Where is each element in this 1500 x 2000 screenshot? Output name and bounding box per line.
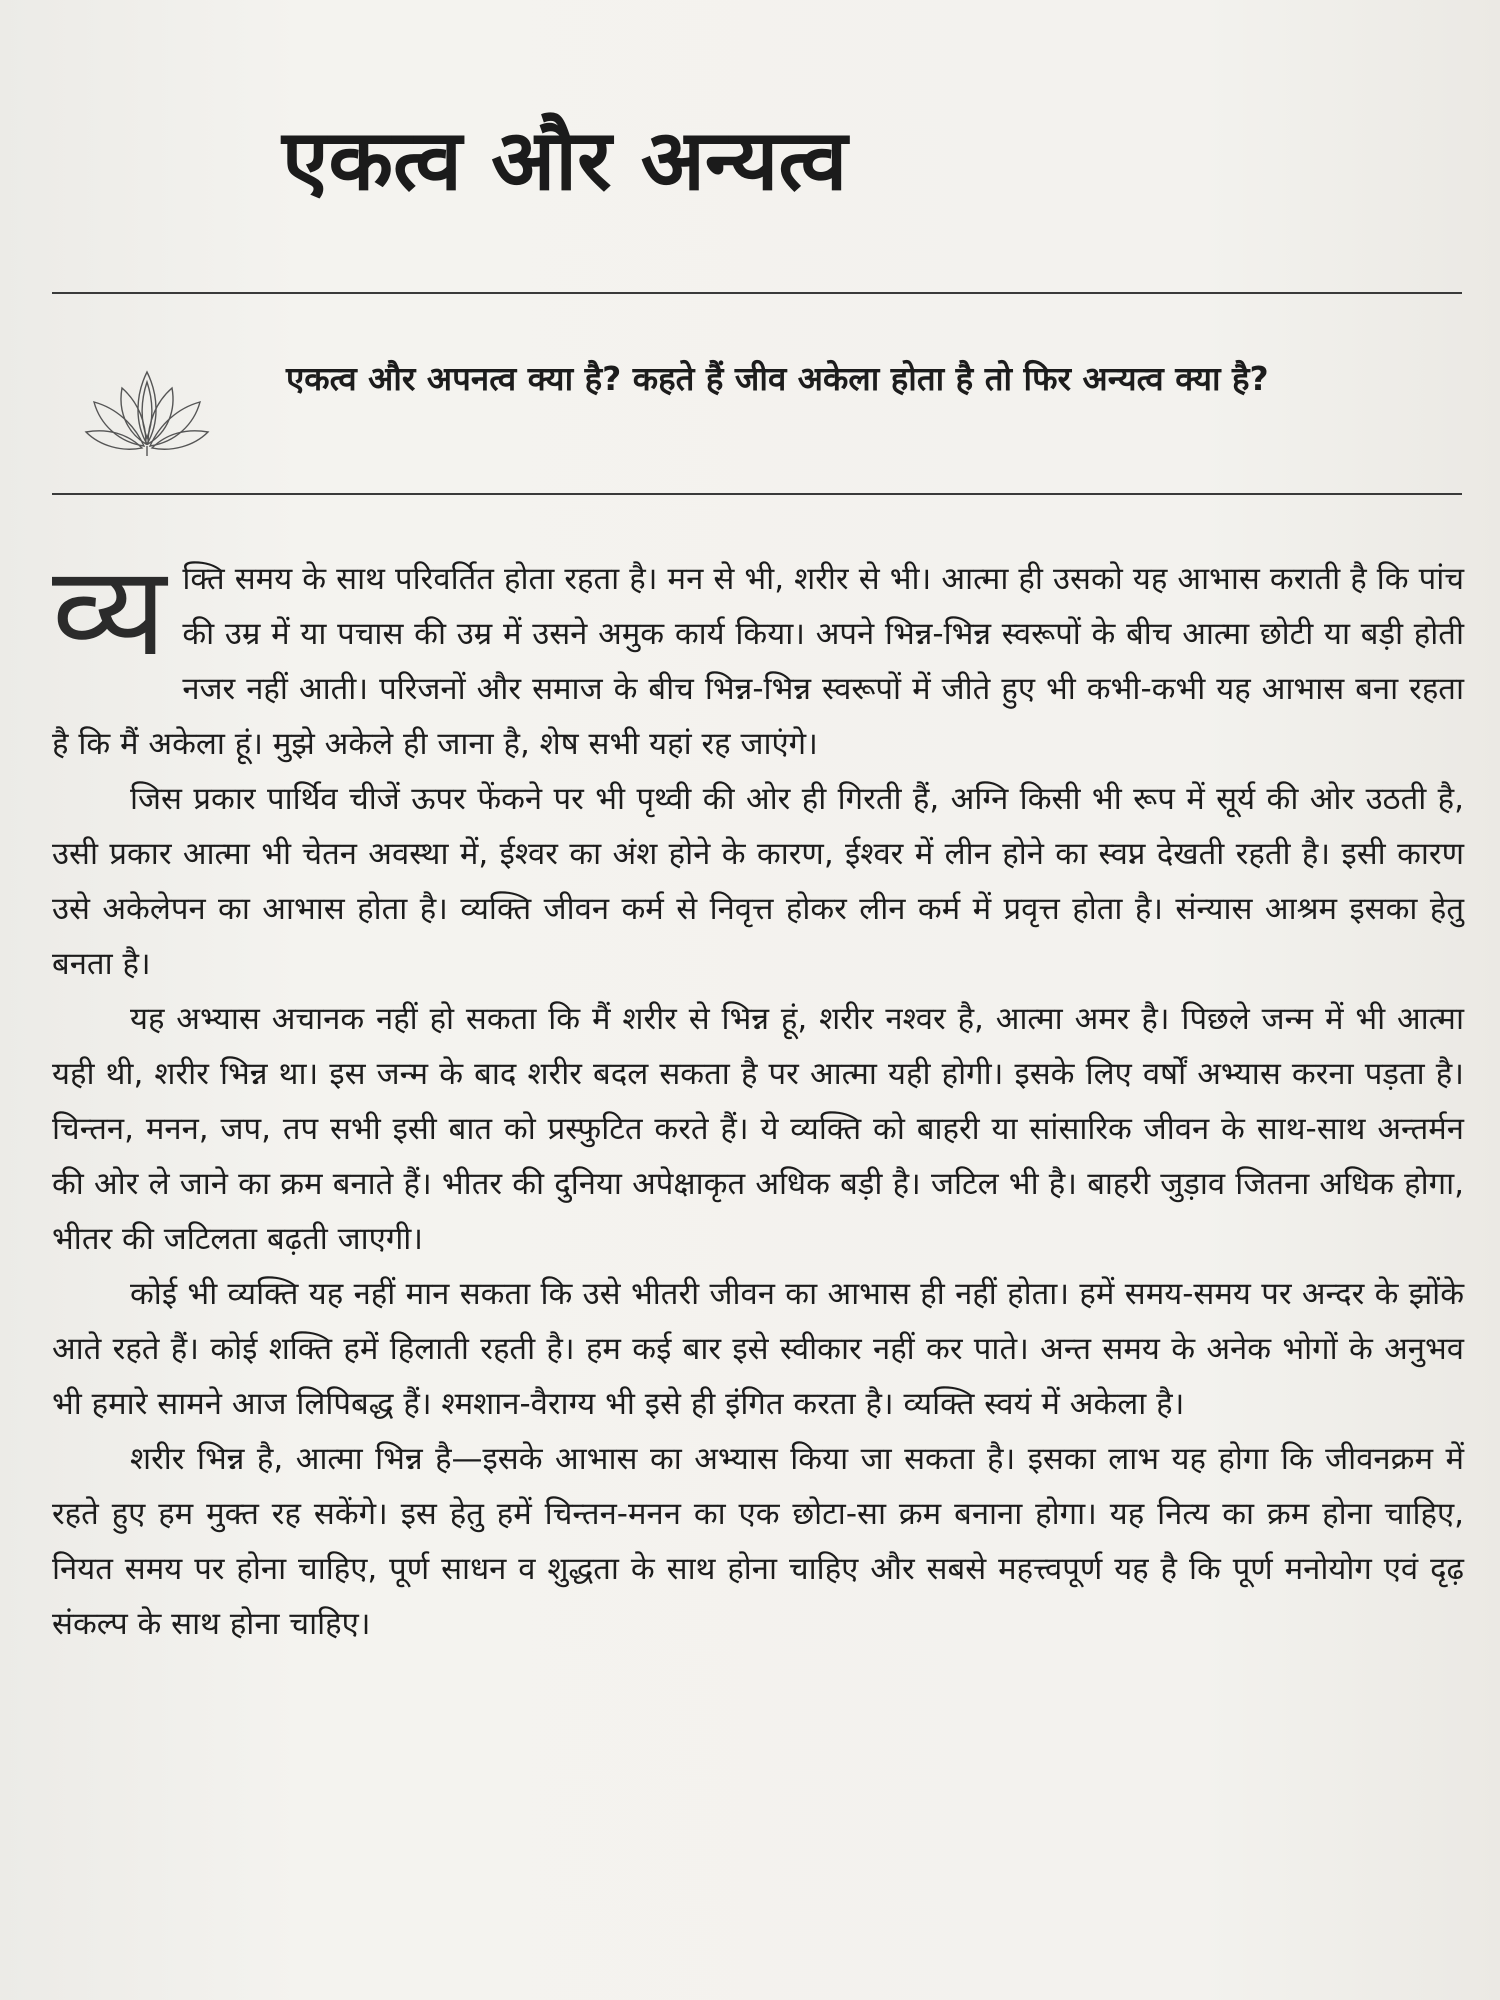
paragraph-5: शरीर भिन्न है, आत्मा भिन्न है—इसके आभास का अभ्यास किया जा सकता है। इसका लाभ यह होगा कि जीवनक्रम में रहते हुए हम मुक्त रह सकेंगे। इस हेतु हमें चिन्तन-मनन का एक छोटा-सा क्रम बनाना होगा। यह नित्य का क्रम होना चाहिए, नियत समय पर होना चाहिए, पूर्ण साधन व शुद्धता के साथ होना चाहिए और सबसे महत्त्वपूर्ण यह है कि पूर्ण मनोयोग एवं दृढ़ संकल्प के साथ होना चाहिए।: [52, 1441, 1464, 1642]
bottom-divider: [52, 493, 1462, 495]
paragraph-3: यह अभ्यास अचानक नहीं हो सकता कि मैं शरीर से भिन्न हूं, शरीर नश्वर है, आत्मा अमर है। पिछले जन्म में भी आत्मा यही थी, शरीर भिन्न था। इस जन्म के बाद शरीर बदल सकता है पर आत्मा यही होगी। इसके लिए वर्षों अभ्यास करना पड़ता है। चिन्तन, मनन, जप, तप सभी इसी बात को प्रस्फुटित करते हैं। ये व्यक्ति को बाहरी या सांसारिक जीवन के साथ-साथ अन्तर्मन की ओर ले जाने का क्रम बनाते हैं। भीतर की दुनिया अपेक्षाकृत अधिक बड़ी है। जटिल भी है। बाहरी जुड़ाव जितना अधिक होगा, भीतर की जटिलता बढ़ती जाएगी।: [52, 1001, 1464, 1257]
chapter-question: एकत्व और अपनत्व क्या है? कहते हैं जीव अकेला होता है तो फिर अन्यत्व क्या है?: [286, 359, 1269, 398]
paragraph-4: कोई भी व्यक्ति यह नहीं मान सकता कि उसे भीतरी जीवन का आभास ही नहीं होता। हमें समय-समय पर अन्दर के झोंके आते रहते हैं। कोई शक्ति हमें हिलाती रहती है। हम कई बार इसे स्वीकार नहीं कर पाते। अन्त समय के अनेक भोगों के अनुभव भी हमारे सामने आज लिपिबद्ध हैं। श्मशान-वैराग्य भी इसे ही इंगित करता है। व्यक्ति स्वयं में अकेला है।: [52, 1276, 1464, 1422]
drop-cap: व्य: [52, 540, 167, 684]
paragraph-1-text: क्ति समय के साथ परिवर्तित होता रहता है। मन से भी, शरीर से भी। आत्मा ही उसको यह आभास कराती है कि पांच की उम्र में या पचास की उम्र में उसने अमुक कार्य किया। अपने भिन्न-भिन्न स्वरूपों के बीच आत्मा छोटी या बड़ी होती नजर नहीं आती। परिजनों और समाज के बीच भिन्न-भिन्न स्वरूपों में जीते हुए भी कभी-कभी यह आभास बना रहता है कि मैं अकेला हूं। मुझे अकेले ही जाना है, शेष सभी यहां रह जाएंगे।: [52, 561, 1464, 762]
article-body: [52, 540, 1464, 1652]
top-divider: [52, 292, 1462, 294]
lotus-icon: [82, 358, 212, 458]
chapter-title: एकत्व और अन्यत्व: [282, 111, 848, 209]
paragraph-1: [52, 540, 1464, 772]
paragraph-2: जिस प्रकार पार्थिव चीजें ऊपर फेंकने पर भी पृथ्वी की ओर ही गिरती हैं, अग्नि किसी भी रूप में सूर्य की ओर उठती है, उसी प्रकार आत्मा भी चेतन अवस्था में, ईश्वर का अंश होने के कारण, ईश्वर में लीन होने का स्वप्न देखती रहती है। इसी कारण उसे अकेलेपन का आभास होता है। व्यक्ति जीवन कर्म से निवृत्त होकर लीन कर्म में प्रवृत्त होता है। संन्यास आश्रम इसका हेतु बनता है।: [52, 781, 1464, 982]
